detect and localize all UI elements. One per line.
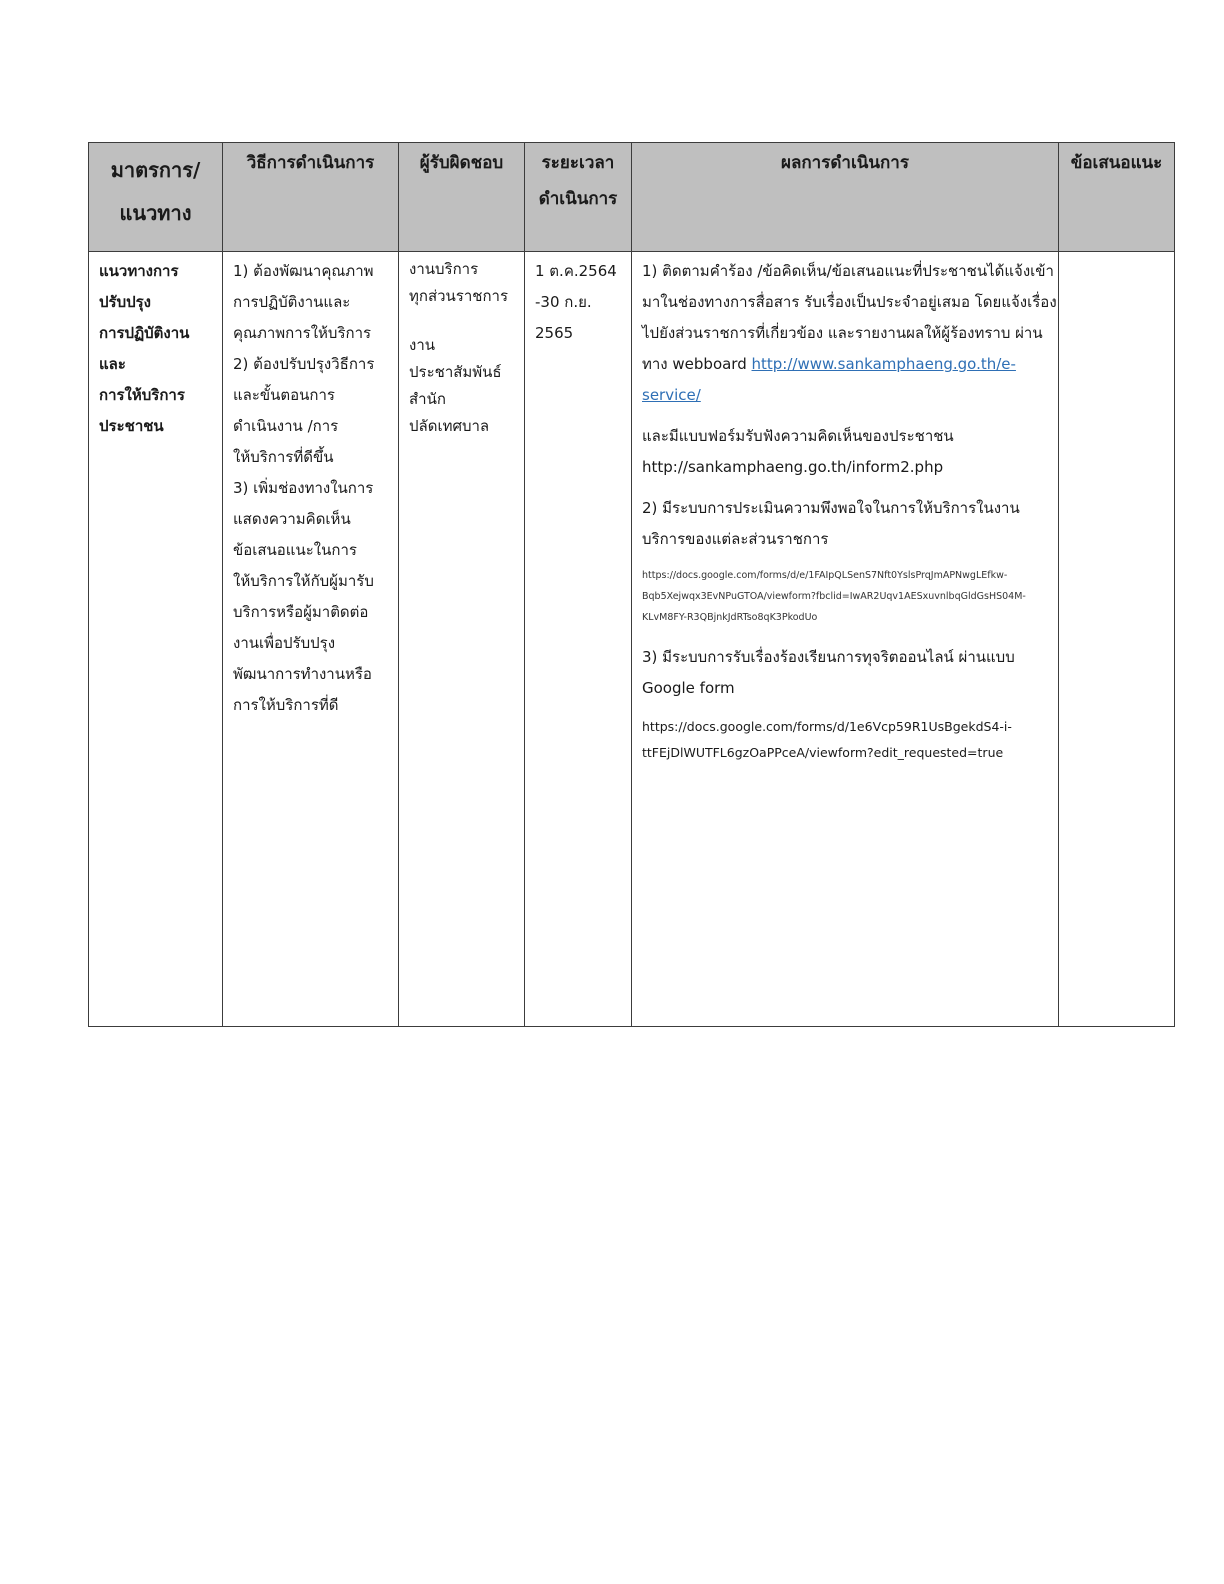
header-responsible: ผู้รับผิดชอบ — [399, 143, 525, 252]
header-suggestions: ข้อเสนอแนะ — [1059, 143, 1175, 252]
table-row — [89, 252, 1175, 1027]
webboard-link-cont[interactable]: service/ — [642, 386, 701, 404]
result-item-form: และมีแบบฟอร์มรับฟังความคิดเห็นของประชาชน http://sankamphaeng.go.th/inform2.php — [642, 427, 954, 476]
measures-table — [88, 142, 1175, 1027]
cell-period: 1 ต.ค.2564 -30 ก.ย. 2565 — [525, 252, 632, 1027]
header-measure: มาตรการ/ แนวทาง — [89, 143, 223, 252]
cell-responsible: งานบริการ ทุกส่วนราชการ งาน ประชาสัมพันธ์ สำนัก ปลัดเทศบาล — [399, 252, 525, 1027]
cell-suggestions — [1059, 252, 1175, 1027]
cell-results — [632, 252, 1059, 1027]
cell-measure: แนวทางการ ปรับปรุง การปฏิบัติงาน และ การให้บริการ ประชาชน — [89, 252, 223, 1027]
survey-url: https://docs.google.com/forms/d/e/1FAIpQLSenS7Nft0YslsPrqJmAPNwgLEfkw- Bqb5Xejwqx3EvNPuGTOA/viewform?fbclid=IwAR2Uqv1AESxuvnlbqGldGsHS04M- KLvM8FY-R3QBjnkJdRTso8qK3PkodUo — [642, 570, 1026, 623]
result-item-2: 2) มีระบบการประเมินความพึงพอใจในการให้บริการในงาน บริการของแต่ละส่วนราชการ — [642, 499, 1020, 548]
cell-method: 1) ต้องพัฒนาคุณภาพ การปฏิบัติงานและ คุณภาพการให้บริการ 2) ต้องปรับปรุงวิธีการ และขั้นตอนการ ดำเนินงาน /การ ให้บริการที่ดีขึ้น 3) เพิ่มช่องทางในการ แสดงความคิดเห็น ข้อเสนอแนะในการ ให้บริการให้กับผู้มารับ บริการหรือผู้มาติดต่อ งานเพื่อปรับปรุง พัฒนาการทำงานหรือ การให้บริการที่ดี — [223, 252, 399, 1027]
header-results: ผลการดำเนินการ — [632, 143, 1059, 252]
webboard-link[interactable]: http://www.sankamphaeng.go.th/e- — [751, 355, 1016, 373]
complaint-form-url: https://docs.google.com/forms/d/1e6Vcp59R1UsBgekdS4-i- ttFEjDlWUTFL6gzOaPPceA/viewform?edit_requested=true — [642, 719, 1012, 760]
table-header-row — [89, 143, 1175, 252]
header-method: วิธีการดำเนินการ — [223, 143, 399, 252]
result-item-3: 3) มีระบบการรับเรื่องร้องเรียนการทุจริตออนไลน์ ผ่านแบบ Google form — [642, 648, 1015, 697]
result-item-1: 1) ติดตามคำร้อง /ข้อคิดเห็น/ข้อเสนอแนะที่ประชาชนได้แจ้งเข้า มาในช่องทางการสื่อสาร รับเรื่องเป็นประจำอยู่เสมอ โดยแจ้งเรื่อง ไปยังส่วนราชการที่เกี่ยวข้อง และรายงานผลให้ผู้ร้องทราบ ผ่าน ทาง webboard http://www.sankamphaeng.go.th/e- service/ — [642, 262, 1057, 404]
header-period: ระยะเวลา ดำเนินการ — [525, 143, 632, 252]
